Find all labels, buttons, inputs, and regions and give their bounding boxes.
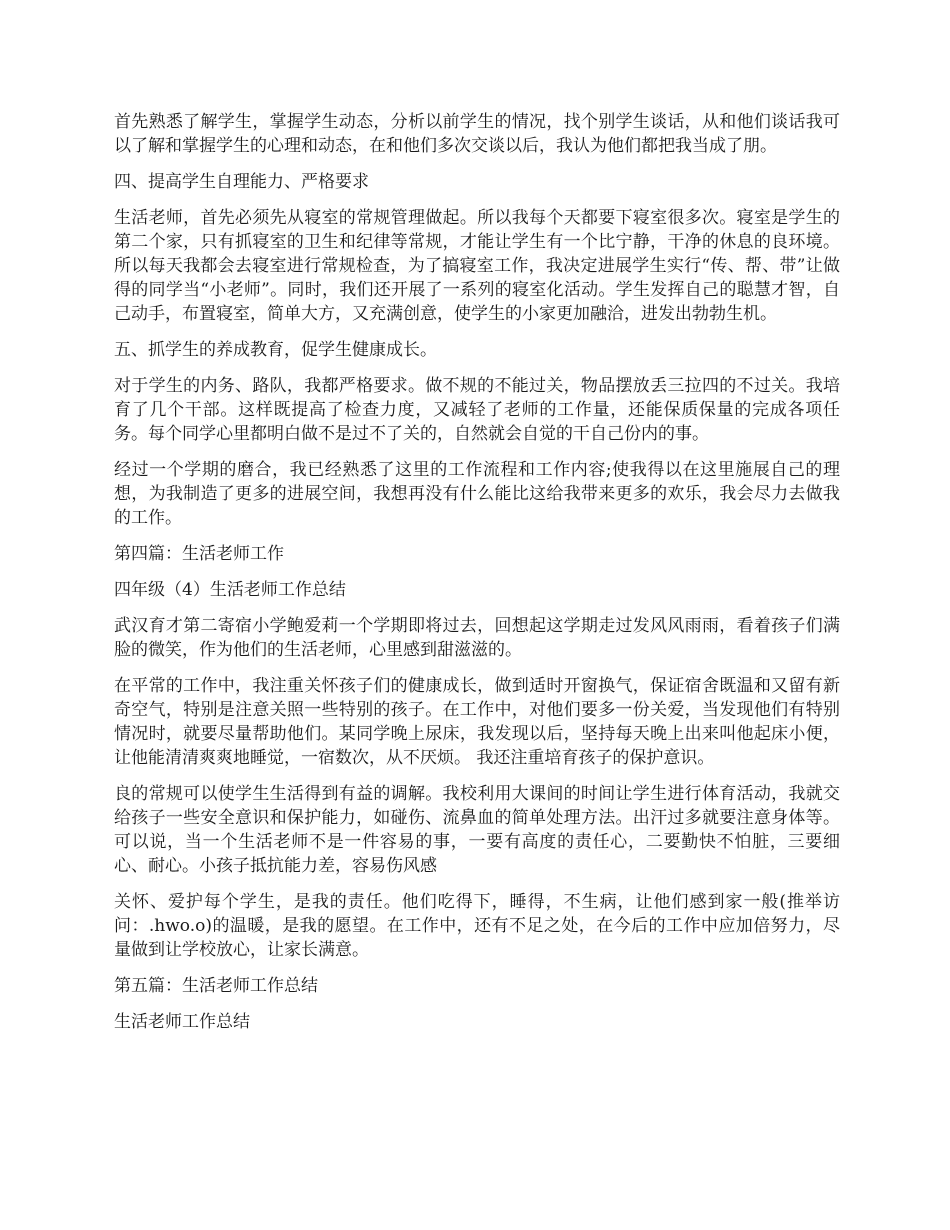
paragraph-3: 对于学生的内务、路队，我都严格要求。做不规的不能过关，物品摆放丢三拉四的不过关。我培育了几个干部。这样既提高了检查力度，又减轻了老师的工作量，还能保质保量的完成各项任务。每个同学心里都明白做不是过不了关的，自然就会自觉的干自己份内的事。: [114, 376, 840, 444]
section-heading-5: 五、抓学生的养成教育，促学生健康成长。: [114, 340, 437, 360]
paragraph-2: 生活老师，首先必须先从寝室的常规管理做起。所以我每个天都要下寝室很多次。寝室是学生的第二个家，只有抓寝室的卫生和纪律等常规，才能让学生有一个比宁静，干净的休息的良环境。所以每天我都会去寝室进行常规检查，为了搞寝室工作，我决定进展学生实行“传、帮、带”让做得的同学当“小老师”。同时，我们还开展了一系列的寝室化活动。学生发挥自己的聪慧才智，自己动手，布置寝室，简单大方，又充满创意，使学生的小家更加融洽，进发出勃勃生机。: [114, 208, 840, 324]
section-heading-4: 四、提高学生自理能力、严格要求: [114, 172, 369, 192]
paragraph-6: 在平常的工作中，我注重关怀孩子们的健康成长，做到适时开窗换气，保证宿舍既温和又留有新奇空气，特别是注意关照一些特别的孩子。在工作中，对他们要多一份关爱，当发现他们有特别情况时，就要尽量帮助他们。某同学晚上尿床，我发现以后，坚持每天晚上出来叫他起床小便，让他能清清爽爽地睡觉，一宿数次，从不厌烦。 我还注重培育孩子的保护意识。: [114, 676, 840, 768]
paragraph-1: 首先熟悉了解学生，掌握学生动态，分析以前学生的情况，找个别学生谈话，从和他们谈话我可以了解和掌握学生的心理和动态，在和他们多次交谈以后，我认为他们都把我当成了朋。: [114, 112, 840, 156]
paragraph-5: 武汉育才第二寄宿小学鲍爱莉一个学期即将过去，回想起这学期走过发风风雨雨，看着孩子们满脸的微笑，作为他们的生活老师，心里感到甜滋滋的。: [114, 616, 840, 660]
article-subtitle-4: 四年级（4）生活老师工作总结: [114, 580, 346, 600]
article-title-5: 第五篇：生活老师工作总结: [114, 976, 318, 996]
paragraph-7: 良的常规可以使学生生活得到有益的调解。我校利用大课间的时间让学生进行体育活动，我就交给孩子一些安全意识和保护能力，如碰伤、流鼻血的简单处理方法。出汗过多就要注意身体等。可以说，当一个生活老师不是一件容易的事，一要有高度的责任心，二要勤快不怕脏，三要细心、耐心。小孩子抵抗能力差，容易伤风感: [114, 784, 840, 876]
document-page: [114, 110, 840, 1046]
paragraph-4: 经过一个学期的磨合，我已经熟悉了这里的工作流程和工作内容;使我得以在这里施展自己的理想，为我制造了更多的进展空间，我想再没有什么能比这给我带来更多的欢乐，我会尽力去做我的工作。: [114, 460, 840, 528]
article-title-4: 第四篇：生活老师工作: [114, 544, 284, 564]
article-subtitle-5: 生活老师工作总结: [114, 1012, 250, 1032]
paragraph-8: 关怀、爱护每个学生，是我的责任。他们吃得下，睡得，不生病，让他们感到家一般(推举访问：.hwo.o)的温暖，是我的愿望。在工作中，还有不足之处，在今后的工作中应加倍努力，尽量做到让学校放心，让家长满意。: [114, 892, 840, 960]
